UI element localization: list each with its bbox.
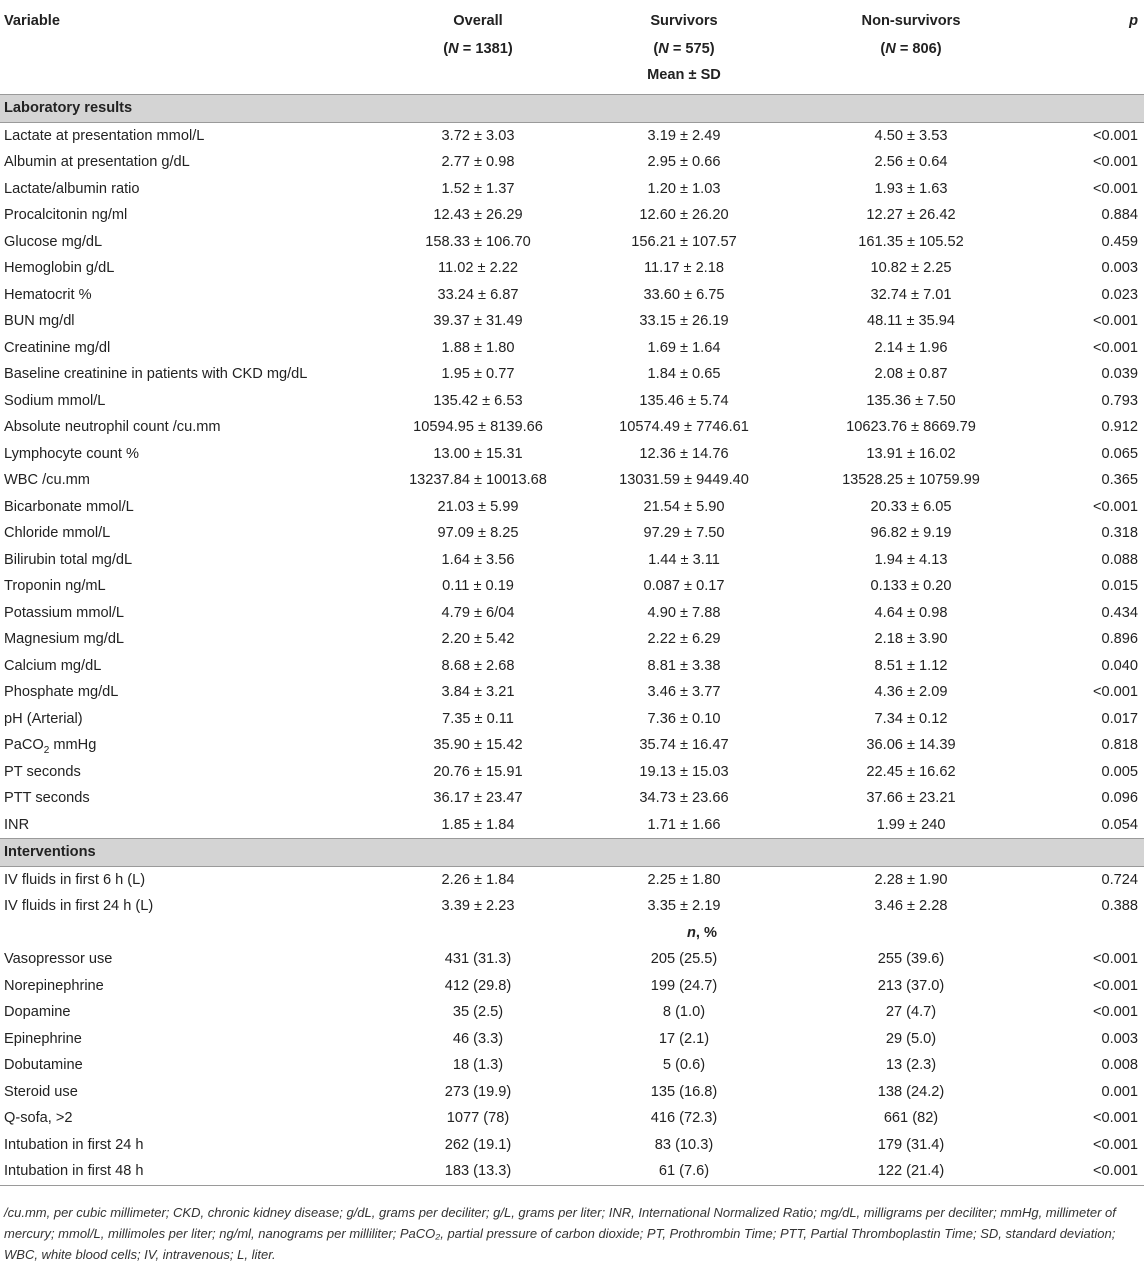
table-row <box>0 866 1144 893</box>
table-row <box>0 308 1144 335</box>
cell-p-value: 0.459 <box>1101 233 1138 250</box>
cell-non-survivors: 2.14 ± 1.96 <box>874 339 948 356</box>
cell-non-survivors: 32.74 ± 7.01 <box>870 286 952 303</box>
table-row <box>0 999 1144 1026</box>
cell-non-survivors: 135.36 ± 7.50 <box>866 392 956 409</box>
table-row <box>0 1026 1144 1053</box>
section-interventions <box>0 839 1144 867</box>
cell-p-value: 0.065 <box>1101 445 1138 462</box>
cell-overall: 2.20 ± 5.42 <box>441 631 515 647</box>
cell-non-survivors: 3.46 ± 2.28 <box>874 898 948 914</box>
table-row <box>0 973 1144 1000</box>
cell-survivors: 21.54 ± 5.90 <box>643 498 725 515</box>
cell-overall: 273 (19.9) <box>444 1083 512 1100</box>
cell-overall: 46 (3.3) <box>452 1030 504 1047</box>
cell-p-value: 0.039 <box>1101 366 1138 382</box>
table-row <box>0 547 1144 574</box>
cell-survivors: 35.74 ± 16.47 <box>639 737 729 753</box>
cell-survivors: 156.21 ± 107.57 <box>631 233 737 250</box>
cell-overall: 36.17 ± 23.47 <box>433 790 523 806</box>
cell-non-survivors: 0.133 ± 0.20 <box>870 578 952 594</box>
cell-non-survivors: 1.93 ± 1.63 <box>874 180 948 197</box>
cell-non-survivors: 661 (82) <box>883 1110 939 1126</box>
subheader-n-percent <box>0 920 1144 947</box>
cell-non-survivors: 2.56 ± 0.64 <box>874 154 948 170</box>
cell-non-survivors: 10.82 ± 2.25 <box>870 260 952 276</box>
table-row <box>0 785 1144 812</box>
table-row <box>0 202 1144 229</box>
cell-survivors: 3.46 ± 3.77 <box>647 684 721 700</box>
cell-p-value: 0.008 <box>1101 1057 1138 1073</box>
section-interventions-label: Interventions <box>0 839 1144 867</box>
cell-survivors: 11.17 ± 2.18 <box>644 260 724 276</box>
cell-p-value: 0.001 <box>1101 1083 1138 1100</box>
cell-survivors: 205 (25.5) <box>650 951 718 967</box>
cell-non-survivors: 161.35 ± 105.52 <box>858 233 964 250</box>
cell-survivors: 416 (72.3) <box>650 1110 718 1126</box>
cell-p-value: 0.793 <box>1101 392 1138 409</box>
cell-survivors: 10574.49 ± 7746.61 <box>619 419 749 435</box>
cell-variable: Glucose mg/dL <box>4 233 103 250</box>
cell-p-value: 0.023 <box>1101 286 1138 303</box>
table-row <box>0 573 1144 600</box>
cell-survivors: 3.35 ± 2.19 <box>647 898 721 914</box>
cell-p-value: 0.054 <box>1101 816 1138 833</box>
cell-non-survivors: 22.45 ± 16.62 <box>866 763 956 780</box>
cell-overall: 97.09 ± 8.25 <box>437 525 519 541</box>
cell-variable: Q-sofa, >2 <box>4 1110 73 1126</box>
cell-overall: 1.95 ± 0.77 <box>441 366 515 382</box>
cell-p-value: 0.015 <box>1101 578 1138 594</box>
cell-overall: 21.03 ± 5.99 <box>437 498 519 515</box>
cell-p-value: 0.818 <box>1101 737 1138 753</box>
table-row <box>0 361 1144 388</box>
cell-overall: 13.00 ± 15.31 <box>433 445 523 462</box>
cell-variable: Vasopressor use <box>4 951 113 967</box>
cell-p-value: 0.884 <box>1101 207 1138 223</box>
cell-variable: PTT seconds <box>4 790 90 806</box>
cell-survivors: 199 (24.7) <box>650 977 718 994</box>
cell-survivors: 12.60 ± 26.20 <box>639 207 729 223</box>
cell-survivors: 8 (1.0) <box>662 1004 706 1020</box>
cell-p-value: 0.365 <box>1101 472 1138 488</box>
cell-overall: 11.02 ± 2.22 <box>438 260 518 276</box>
header-row <box>0 0 1144 36</box>
table-row <box>0 893 1144 920</box>
cell-survivors: 19.13 ± 15.03 <box>639 763 729 780</box>
subheader-percent: , % <box>695 924 717 941</box>
table-row <box>0 414 1144 441</box>
cell-p-value: 0.896 <box>1101 631 1138 647</box>
cell-non-survivors: 96.82 ± 9.19 <box>870 525 952 541</box>
cell-p-value: <0.001 <box>1092 180 1138 197</box>
cell-overall: 135.42 ± 6.53 <box>433 392 523 409</box>
footnote: /cu.mm, per cubic millimeter; CKD, chronic kidney disease; g/dL, grams per deciliter; g/L, grams per liter; INR, International Normalized Ratio; mg/dL, milligrams per deciliter; mmHg, millimeter of mercury; mmol/L, millimoles per liter; ng/ml, nanograms per milliliter; PaCO₂, partial pressure of carbon dioxide; PT, Prothrombin Time; PTT, Partial Thromboplastin Time; SD, standard deviation; WBC, white blood cells; IV, intravenous; L, liter. <box>4 1204 1116 1262</box>
cell-survivors: 13031.59 ± 9449.40 <box>619 472 749 488</box>
cell-survivors: 135 (16.8) <box>650 1083 718 1100</box>
cell-non-survivors: 48.11 ± 35.94 <box>866 313 956 329</box>
cell-non-survivors: 2.28 ± 1.90 <box>874 871 948 888</box>
header-non-survivors: Non-survivors <box>861 13 961 29</box>
cell-variable: PT seconds <box>4 763 81 780</box>
table-row <box>0 626 1144 653</box>
cell-variable: Norepinephrine <box>4 977 104 994</box>
cell-overall: 2.26 ± 1.84 <box>441 871 515 888</box>
table-row <box>0 600 1144 627</box>
cell-p-value: <0.001 <box>1092 1110 1138 1126</box>
cell-overall: 10594.95 ± 8139.66 <box>413 419 543 435</box>
cell-overall: 3.39 ± 2.23 <box>441 898 515 914</box>
cell-variable: Albumin at presentation g/dL <box>4 154 190 170</box>
cell-variable: Creatinine mg/dl <box>4 339 111 356</box>
section-laboratory-results-label: Laboratory results <box>0 95 1144 123</box>
cell-overall: 33.24 ± 6.87 <box>437 286 519 303</box>
cell-non-survivors: 13528.25 ± 10759.99 <box>842 472 980 488</box>
table-row <box>0 176 1144 203</box>
header-p: p <box>1129 13 1138 29</box>
cell-survivors: 2.95 ± 0.66 <box>647 154 721 170</box>
cell-p-value: <0.001 <box>1092 977 1138 994</box>
cell-variable: Magnesium mg/dL <box>4 631 125 647</box>
cell-variable: BUN mg/dl <box>4 313 75 329</box>
cell-non-survivors: 4.64 ± 0.98 <box>874 604 948 621</box>
cell-non-survivors: 1.99 ± 240 <box>876 816 946 833</box>
cell-non-survivors: 179 (31.4) <box>877 1136 945 1153</box>
cell-non-survivors: 27 (4.7) <box>885 1004 937 1020</box>
cell-variable: Potassium mmol/L <box>4 604 125 621</box>
cell-overall: 431 (31.3) <box>444 951 512 967</box>
cell-overall: 1077 (78) <box>446 1110 510 1126</box>
cell-overall: 4.79 ± 6/04 <box>441 604 515 621</box>
cell-survivors: 2.25 ± 1.80 <box>647 871 721 888</box>
cell-overall: 12.43 ± 26.29 <box>433 207 523 223</box>
cell-survivors: 2.22 ± 6.29 <box>647 631 721 647</box>
cell-p-value: 0.003 <box>1101 260 1138 276</box>
cell-p-value: <0.001 <box>1092 951 1138 967</box>
cell-p-value: <0.001 <box>1092 684 1138 700</box>
cell-p-value: 0.724 <box>1101 871 1138 888</box>
cell-p-value: 0.096 <box>1101 790 1138 806</box>
table-row <box>0 282 1144 309</box>
cell-overall: 20.76 ± 15.91 <box>433 763 523 780</box>
cell-overall: 18 (1.3) <box>452 1057 504 1073</box>
cell-non-survivors: 36.06 ± 14.39 <box>866 737 956 753</box>
cell-variable: Hemoglobin g/dL <box>4 260 115 276</box>
cell-variable: Sodium mmol/L <box>4 392 106 409</box>
cell-overall: 262 (19.1) <box>444 1136 512 1153</box>
table-row <box>0 812 1144 839</box>
cell-survivors: 135.46 ± 5.74 <box>639 392 729 409</box>
cell-overall: 35 (2.5) <box>452 1004 504 1020</box>
cell-survivors: 97.29 ± 7.50 <box>643 525 725 541</box>
table-row <box>0 679 1144 706</box>
cell-survivors: 7.36 ± 0.10 <box>647 710 721 727</box>
cell-non-survivors: 2.08 ± 0.87 <box>874 366 948 382</box>
table-row <box>0 255 1144 282</box>
cell-survivors: 17 (2.1) <box>658 1030 710 1047</box>
cell-non-survivors: 4.36 ± 2.09 <box>874 684 948 700</box>
cell-survivors: 33.60 ± 6.75 <box>643 286 725 303</box>
cell-p-value: 0.088 <box>1101 551 1138 568</box>
cell-non-survivors: 255 (39.6) <box>877 951 945 967</box>
cell-non-survivors: 12.27 ± 26.42 <box>866 207 956 223</box>
cell-p-value: <0.001 <box>1092 154 1138 170</box>
header-survivors-n: (N = 575) <box>653 41 715 57</box>
cell-non-survivors: 13.91 ± 16.02 <box>866 445 956 462</box>
cell-survivors: 1.44 ± 3.11 <box>648 551 720 568</box>
table-row <box>0 388 1144 415</box>
cell-non-survivors: 20.33 ± 6.05 <box>870 498 952 515</box>
cell-p-value: <0.001 <box>1092 498 1138 515</box>
cell-overall: 8.68 ± 2.68 <box>441 657 515 674</box>
cell-variable: Steroid use <box>4 1083 78 1100</box>
cell-variable: Bilirubin total mg/dL <box>4 551 133 568</box>
cell-overall: 3.84 ± 3.21 <box>441 684 515 700</box>
cell-p-value: <0.001 <box>1092 1004 1138 1020</box>
table-row <box>0 1079 1144 1106</box>
cell-overall: 412 (29.8) <box>444 977 512 994</box>
cell-non-survivors: 122 (21.4) <box>784 1158 1038 1185</box>
cell-overall: 1.64 ± 3.56 <box>441 551 515 568</box>
cell-non-survivors: 10623.76 ± 8669.79 <box>846 419 976 435</box>
cell-p-value: 0.388 <box>1101 898 1138 914</box>
cell-non-survivors: 7.34 ± 0.12 <box>874 710 948 727</box>
cell-variable: Calcium mg/dL <box>4 657 102 674</box>
cell-survivors: 33.15 ± 26.19 <box>639 313 729 329</box>
table-row <box>0 520 1144 547</box>
table-row <box>0 467 1144 494</box>
header-stat-row <box>0 62 1144 95</box>
subheader-n: n <box>686 924 696 941</box>
cell-p-value: <0.001 <box>1038 1158 1144 1185</box>
cell-variable: Troponin ng/mL <box>4 578 106 594</box>
header-survivors: Survivors <box>650 13 718 29</box>
cell-non-survivors: 29 (5.0) <box>885 1030 937 1047</box>
cell-variable: Bicarbonate mmol/L <box>4 498 134 515</box>
cell-variable: pH (Arterial) <box>4 710 83 727</box>
cell-survivors: 12.36 ± 14.76 <box>639 445 729 462</box>
cell-non-survivors: 8.51 ± 1.12 <box>874 657 948 674</box>
cell-variable: Chloride mmol/L <box>4 525 111 541</box>
cell-non-survivors: 138 (24.2) <box>877 1083 945 1100</box>
cell-survivors: 34.73 ± 23.66 <box>639 790 729 806</box>
table-row <box>0 122 1144 149</box>
table-row <box>0 441 1144 468</box>
cell-p-value: <0.001 <box>1092 313 1138 329</box>
cell-variable: Intubation in first 24 h <box>4 1136 144 1153</box>
cell-variable: Lymphocyte count % <box>4 445 139 462</box>
cell-p-value: 0.040 <box>1101 657 1138 674</box>
cell-variable: Hematocrit % <box>4 286 92 303</box>
table-row <box>0 149 1144 176</box>
table-row <box>0 335 1144 362</box>
cell-non-survivors: 4.50 ± 3.53 <box>874 127 948 144</box>
cell-survivors: 1.20 ± 1.03 <box>647 180 721 197</box>
table-row <box>0 1105 1144 1132</box>
header-overall-n: (N = 1381) <box>443 41 513 57</box>
cell-p-value: <0.001 <box>1092 339 1138 356</box>
cell-p-value: 0.005 <box>1101 763 1138 780</box>
cell-variable: Dobutamine <box>4 1057 83 1073</box>
cell-non-survivors: 2.18 ± 3.90 <box>874 631 948 647</box>
cell-variable: IV fluids in first 24 h (L) <box>4 898 154 914</box>
header-variable: Variable <box>4 13 60 29</box>
table-row <box>0 946 1144 973</box>
cell-non-survivors: 13 (2.3) <box>885 1057 937 1073</box>
cell-non-survivors: 213 (37.0) <box>877 977 945 994</box>
cell-survivors: 61 (7.6) <box>584 1158 784 1185</box>
cell-overall: 7.35 ± 0.11 <box>442 710 514 727</box>
cell-overall: 1.52 ± 1.37 <box>441 180 515 197</box>
header-overall: Overall <box>453 13 503 29</box>
cell-overall: 158.33 ± 106.70 <box>425 233 531 250</box>
table-row <box>0 1132 1144 1159</box>
cell-variable: Phosphate mg/dL <box>4 684 119 700</box>
cell-p-value: 0.017 <box>1101 710 1138 727</box>
cell-p-value: 0.003 <box>1101 1030 1138 1047</box>
cell-variable: Intubation in first 48 h <box>0 1158 372 1185</box>
cell-variable: Absolute neutrophil count /cu.mm <box>4 419 221 435</box>
table-row <box>0 759 1144 786</box>
cell-variable: Lactate/albumin ratio <box>4 180 140 197</box>
cell-variable: Baseline creatinine in patients with CKD mg/dL <box>4 366 308 382</box>
cell-overall: 183 (13.3) <box>372 1158 584 1185</box>
cell-variable: Procalcitonin ng/ml <box>4 207 128 223</box>
cell-variable: INR <box>4 816 30 833</box>
cell-survivors: 1.71 ± 1.66 <box>647 816 721 833</box>
cell-variable: Dopamine <box>4 1004 71 1020</box>
cell-variable: PaCO$_2$ mmHg <box>4 737 97 756</box>
cell-survivors: 1.69 ± 1.64 <box>647 339 721 356</box>
cell-variable: Lactate at presentation mmol/L <box>4 127 205 144</box>
table-row <box>0 229 1144 256</box>
cell-p-value: 0.912 <box>1101 419 1138 435</box>
cell-overall: 1.88 ± 1.80 <box>441 339 515 356</box>
table-row <box>0 706 1144 733</box>
cell-overall: 13237.84 ± 10013.68 <box>409 472 547 488</box>
cell-non-survivors: 37.66 ± 23.21 <box>866 790 956 806</box>
header-n-row <box>0 36 1144 62</box>
cell-survivors: 8.81 ± 3.38 <box>647 657 721 674</box>
cell-p-value: <0.001 <box>1092 127 1138 144</box>
cell-survivors: 3.19 ± 2.49 <box>647 127 721 144</box>
table-row <box>0 494 1144 521</box>
section-laboratory-results <box>0 95 1144 123</box>
cell-survivors: 5 (0.6) <box>662 1057 706 1073</box>
cell-overall: 2.77 ± 0.98 <box>441 154 515 170</box>
table-row <box>0 653 1144 680</box>
table-row <box>0 1052 1144 1079</box>
cell-p-value: 0.318 <box>1101 525 1138 541</box>
cell-variable: Epinephrine <box>4 1030 82 1047</box>
header-non-survivors-n: (N = 806) <box>880 41 942 57</box>
cell-p-value: 0.434 <box>1101 604 1138 621</box>
cell-overall: 1.85 ± 1.84 <box>441 816 515 833</box>
cell-survivors: 4.90 ± 7.88 <box>647 604 721 621</box>
cell-non-survivors: 1.94 ± 4.13 <box>874 551 948 568</box>
cell-variable: WBC /cu.mm <box>4 472 90 488</box>
header-stat-label: Mean ± SD <box>584 62 784 95</box>
cell-overall: 35.90 ± 15.42 <box>433 737 523 753</box>
cell-overall: 0.11 ± 0.19 <box>442 578 514 594</box>
table-row <box>0 732 1144 759</box>
cell-overall: 3.72 ± 3.03 <box>441 127 515 144</box>
table-row <box>0 1158 1144 1185</box>
cell-survivors: 0.087 ± 0.17 <box>643 578 725 594</box>
cell-variable: IV fluids in first 6 h (L) <box>4 871 146 888</box>
cell-p-value: <0.001 <box>1092 1136 1138 1153</box>
cell-overall: 39.37 ± 31.49 <box>433 313 523 329</box>
cell-survivors: 1.84 ± 0.65 <box>647 366 721 382</box>
cell-survivors: 83 (10.3) <box>654 1136 714 1153</box>
